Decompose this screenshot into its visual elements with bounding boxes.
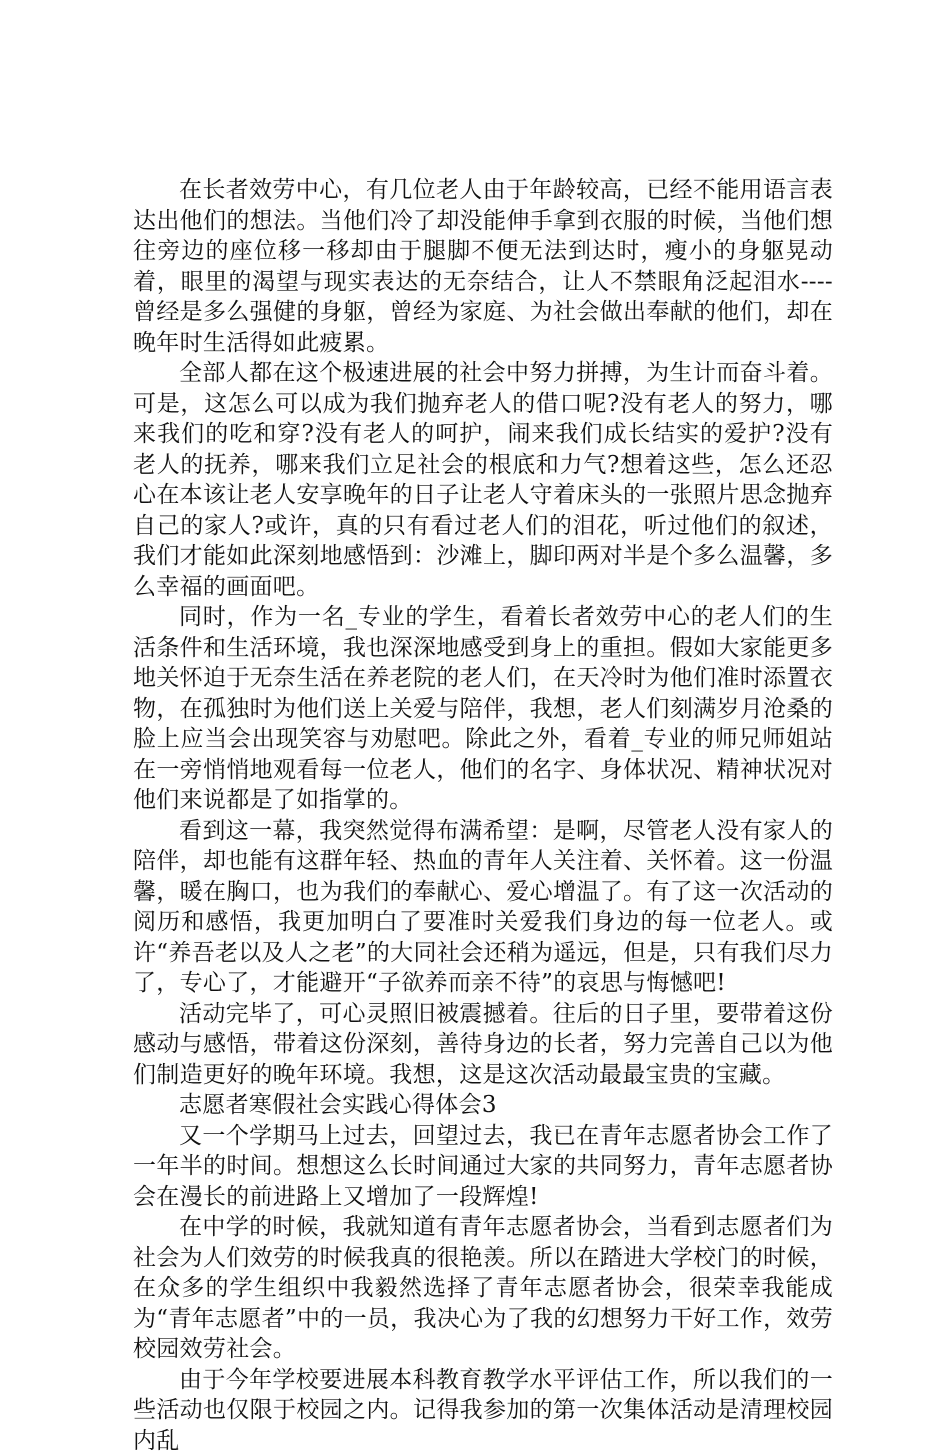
paragraph: 看到这一幕，我突然觉得布满希望：是啊，尽管老人没有家人的陪伴，却也能有这群年轻、热血的青年人关注着、关怀着。这一份温馨，暖在胸口，也为我们的奉献心、爱心增温了。有了这一次活动的阅历和感悟，我更加明白了要准时关爱我们身边的每一位老人。或许“养吾老以及人之老”的大同社会还稍为遥远，但是，只有我们尽力了，专心了，才能避开“子欲养而亲不待”的哀思与悔憾吧! xyxy=(133,816,833,999)
paragraph: 又一个学期马上过去，回望过去，我已在青年志愿者协会工作了一年半的时间。想想这么长时间通过大家的共同努力，青年志愿者协会在漫长的前进路上又增加了一段辉煌! xyxy=(133,1121,833,1213)
paragraph: 在中学的时候，我就知道有青年志愿者协会，当看到志愿者们为社会为人们效劳的时候我真的很艳羡。所以在踏进大学校门的时候，在众多的学生组织中我毅然选择了青年志愿者协会，很荣幸我能成为“青年志愿者”中的一员，我决心为了我的幻想努力干好工作，效劳校园效劳社会。 xyxy=(133,1212,833,1365)
paragraph: 全部人都在这个极速进展的社会中努力拼搏，为生计而奋斗着。可是，这怎么可以成为我们抛弃老人的借口呢?没有老人的努力，哪来我们的吃和穿?没有老人的呵护，闹来我们成长结实的爱护?没有老人的抚养，哪来我们立足社会的根底和力气?想着这些，怎么还忍心在本该让老人安享晚年的日子让老人守着床头的一张照片思念抛弃自己的家人?或许，真的只有看过老人们的泪花，听过他们的叙述，我们才能如此深刻地感悟到：沙滩上，脚印两对半是个多么温馨，多么幸福的画面吧。 xyxy=(133,358,833,602)
document-body xyxy=(133,175,833,1456)
paragraph: 由于今年学校要进展本科教育教学水平评估工作，所以我们的一些活动也仅限于校园之内。记得我参加的第一次集体活动是清理校园内乱 xyxy=(133,1365,833,1456)
paragraph: 同时，作为一名_专业的学生，看着长者效劳中心的老人们的生活条件和生活环境，我也深深地感受到身上的重担。假如大家能更多地关怀迫于无奈生活在养老院的老人们，在天冷时为他们准时添置衣物，在孤独时为他们送上关爱与陪伴，我想，老人们刻满岁月沧桑的脸上应当会出现笑容与劝慰吧。除此之外，看着_专业的师兄师姐站在一旁悄悄地观看每一位老人，他们的名字、身体状况、精神状况对他们来说都是了如指掌的。 xyxy=(133,602,833,816)
paragraph: 在长者效劳中心，有几位老人由于年龄较高，已经不能用语言表达出他们的想法。当他们冷了却没能伸手拿到衣服的时候，当他们想往旁边的座位移一移却由于腿脚不便无法到达时，瘦小的身躯晃动着，眼里的渴望与现实表达的无奈结合，让人不禁眼角泛起泪水----曾经是多么强健的身躯，曾经为家庭、为社会做出奉献的他们，却在晚年时生活得如此疲累。 xyxy=(133,175,833,358)
paragraph: 活动完毕了，可心灵照旧被震撼着。往后的日子里，要带着这份感动与感悟，带着这份深刻，善待身边的长者，努力完善自己以为他们制造更好的晚年环境。我想，这是这次活动最最宝贵的宝藏。 xyxy=(133,999,833,1091)
section-heading: 志愿者寒假社会实践心得体会3 xyxy=(133,1090,833,1121)
